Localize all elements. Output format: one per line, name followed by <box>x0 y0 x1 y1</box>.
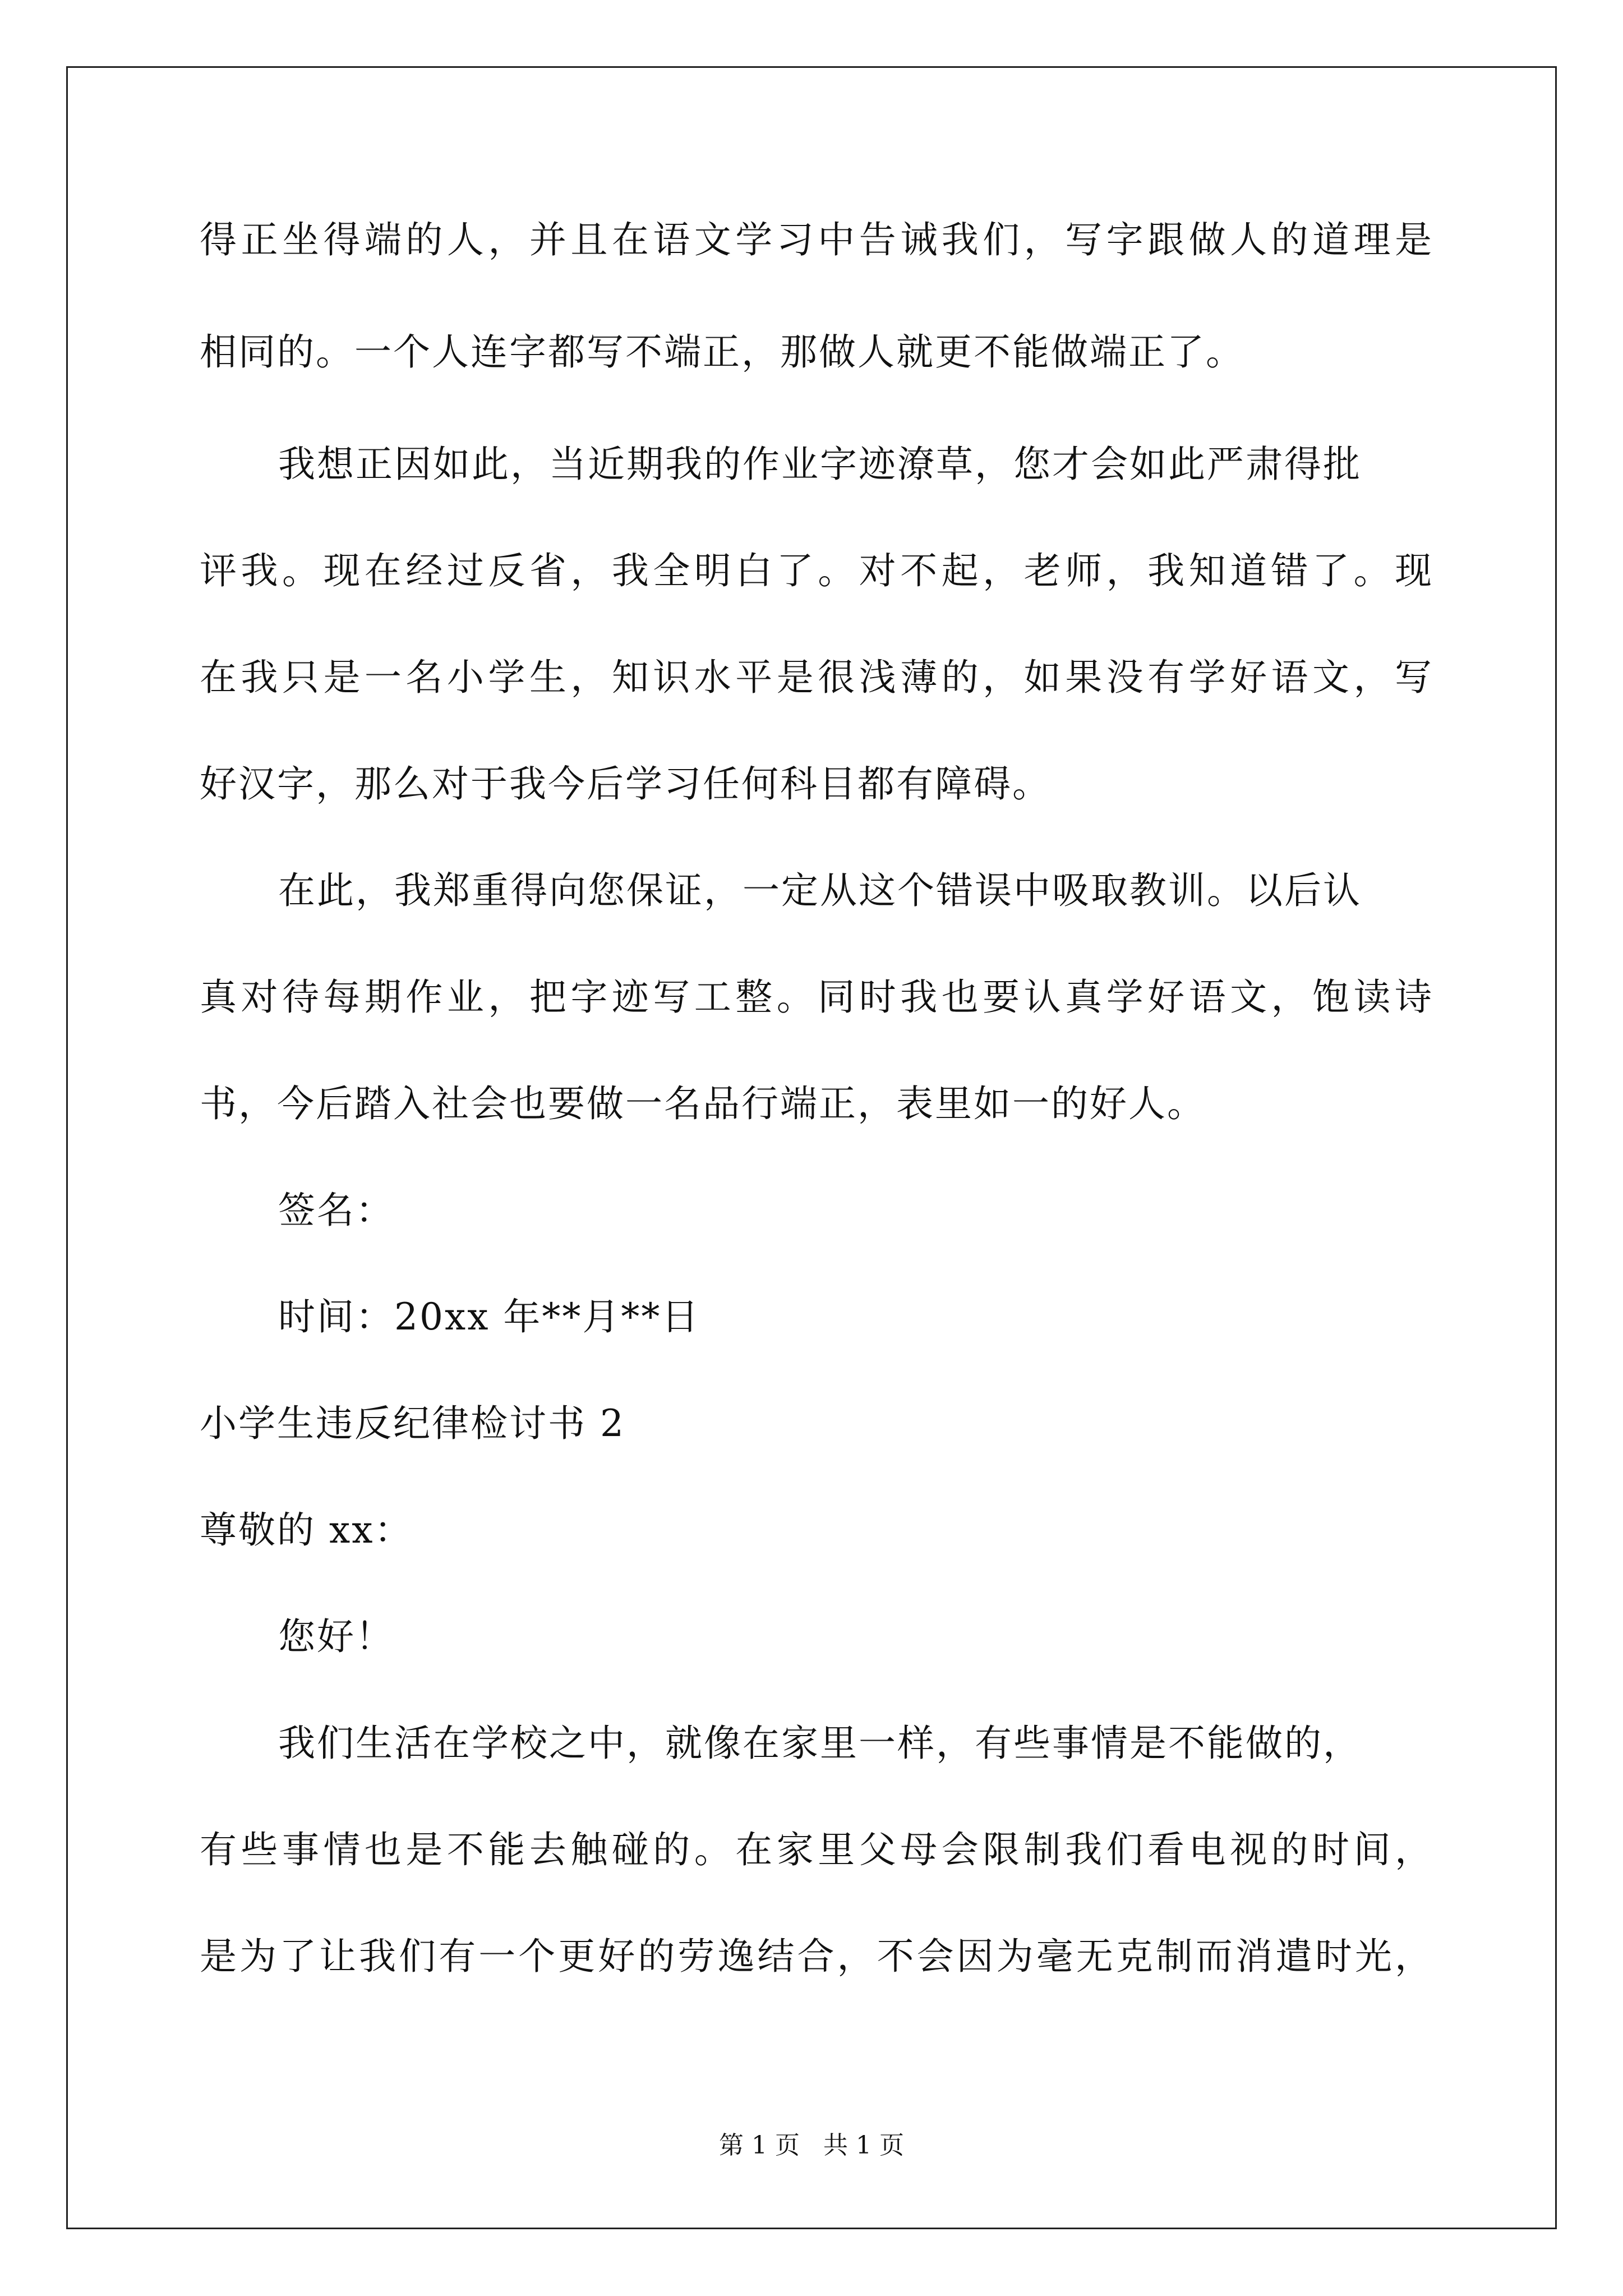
paragraph-line: 是为了让我们有一个更好的劳逸结合，不会因为毫无克制而消遣时光， <box>200 1935 1433 1978</box>
paragraph-line: 在此，我郑重得向您保证，一定从这个错误中吸取教训。以后认 <box>278 869 1362 912</box>
paragraph-line: 好汉字，那么对于我今后学习任何科目都有障碍。 <box>200 762 1051 806</box>
date-line: 时间：20xx 年**月**日 <box>278 1295 700 1338</box>
paragraph-line: 我们生活在学校之中，就像在家里一样，有些事情是不能做的， <box>278 1722 1362 1765</box>
paragraph-line: 我想正因如此，当近期我的作业字迹潦草，您才会如此严肃得批 <box>278 443 1362 486</box>
paragraph-line: 真对待每期作业，把字迹写工整。同时我也要认真学好语文，饱读诗 <box>200 976 1433 1019</box>
paragraph-line: 相同的。一个人连字都写不端正，那做人就更不能做端正了。 <box>200 330 1244 374</box>
paragraph-line: 评我。现在经过反省，我全明白了。对不起，老师，我知道错了。现 <box>200 549 1433 592</box>
paragraph-line: 得正坐得端的人，并且在语文学习中告诫我们，写字跟做人的道理是 <box>200 218 1433 261</box>
page-footer: 第 1 页 共 1 页 <box>719 2131 904 2160</box>
signature-label: 签名： <box>278 1189 394 1232</box>
salutation: 尊敬的 xx： <box>200 1508 413 1552</box>
paragraph-line: 在我只是一名小学生，知识水平是很浅薄的，如果没有学好语文，写 <box>200 656 1433 699</box>
paragraph-line: 有些事情也是不能去触碰的。在家里父母会限制我们看电视的时间， <box>200 1828 1433 1871</box>
paragraph-line: 书，今后踏入社会也要做一名品行端正，表里如一的好人。 <box>200 1082 1206 1125</box>
greeting: 您好！ <box>278 1615 394 1658</box>
section-title: 小学生违反纪律检讨书 2 <box>200 1402 625 1445</box>
page-border <box>66 66 1557 2229</box>
